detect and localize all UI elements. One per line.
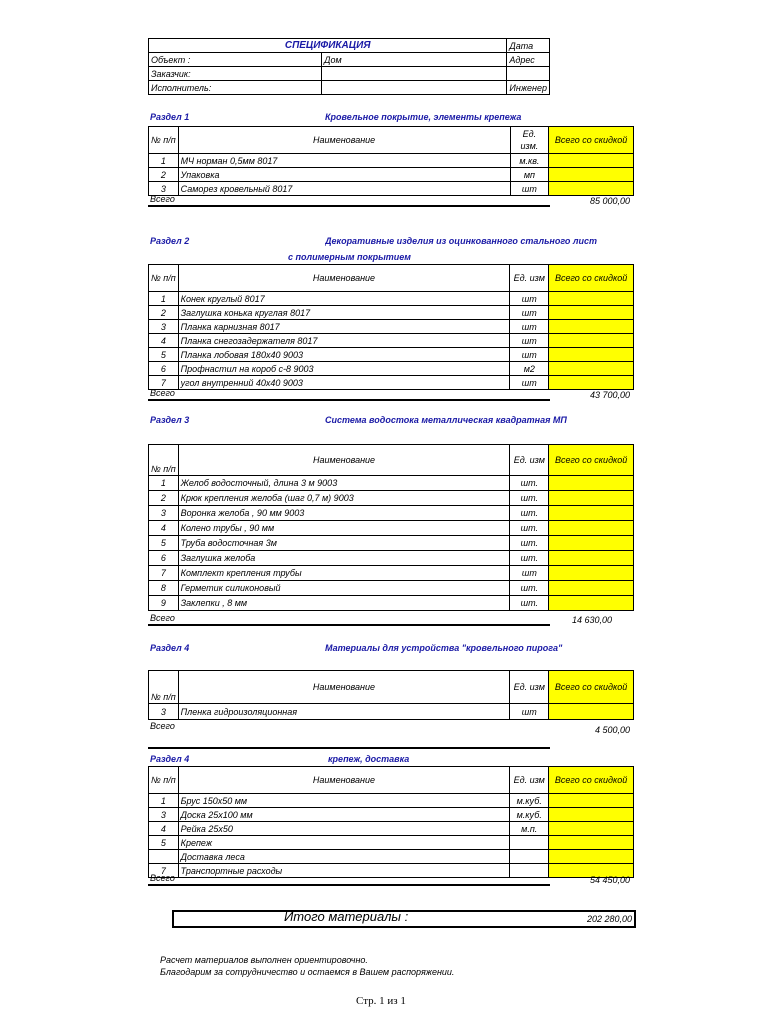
row-name: Упаковка — [178, 168, 510, 182]
row-total — [549, 566, 634, 581]
row-total — [549, 836, 634, 850]
row-unit: шт — [510, 348, 549, 362]
row-num — [149, 850, 179, 864]
section-3-title: Система водостока металлическая квадратная МП — [325, 415, 567, 425]
table-row — [149, 168, 634, 182]
row-unit: мп — [510, 168, 549, 182]
table-row — [149, 362, 634, 376]
table-row — [149, 491, 634, 506]
row-unit: м2 — [510, 362, 549, 376]
col-unit-header: Ед. изм — [510, 671, 549, 704]
row-total — [549, 521, 634, 536]
row-unit: шт. — [510, 491, 549, 506]
col-unit-header: Ед. изм — [510, 445, 549, 476]
col-unit-header: Ед. изм — [510, 767, 549, 794]
customer-label: Заказчик: — [149, 67, 322, 81]
row-unit: м.кв. — [510, 154, 549, 168]
col-name-header: Наименование — [178, 445, 510, 476]
total-label: Всего — [150, 194, 175, 204]
table-row — [149, 292, 634, 306]
table-row — [149, 794, 634, 808]
row-num: 9 — [149, 596, 179, 611]
col-unit-header: Ед. изм. — [510, 127, 549, 154]
row-unit: шт — [510, 320, 549, 334]
row-total — [549, 348, 634, 362]
row-unit — [510, 836, 549, 850]
row-unit: шт — [510, 704, 549, 720]
col-name-header: Наименование — [178, 671, 510, 704]
row-unit: шт — [510, 334, 549, 348]
row-unit — [510, 864, 549, 878]
row-num: 3 — [149, 182, 179, 196]
engineer-label: Инженер — [507, 81, 550, 95]
row-name: Доска 25х100 мм — [178, 808, 510, 822]
table-row — [149, 836, 634, 850]
section-5-title: крепеж, доставка — [328, 754, 410, 764]
row-num: 1 — [149, 292, 179, 306]
row-name: Саморез кровельный 8017 — [178, 182, 510, 196]
row-num: 7 — [149, 864, 179, 878]
row-num: 6 — [149, 362, 179, 376]
total-label: Всего — [150, 613, 175, 623]
row-num: 2 — [149, 168, 179, 182]
row-total — [549, 334, 634, 348]
row-name: Пленка гидроизоляционная — [178, 704, 510, 720]
total-label: Всего — [150, 873, 175, 883]
total-value: 43 700,00 — [589, 390, 630, 400]
row-num: 3 — [149, 704, 179, 720]
row-name: Герметик силиконовый — [178, 581, 510, 596]
grand-total-box — [172, 910, 636, 928]
table-row — [149, 182, 634, 196]
table-row — [149, 476, 634, 491]
section-1-label: Раздел 1 — [150, 112, 190, 122]
col-num-header: № п/п — [149, 265, 179, 292]
table-row — [149, 551, 634, 566]
row-num: 5 — [149, 536, 179, 551]
grand-total-label: Итого материалы : — [284, 909, 409, 924]
row-total — [549, 476, 634, 491]
section-2-table — [148, 264, 634, 390]
row-name: Транспортные расходы — [178, 864, 510, 878]
note-line-2: Благодарим за сотрудничество и остаемся в Вашем распоряжении. — [160, 967, 455, 977]
row-unit: шт — [510, 182, 549, 196]
note-line-1: Расчет материалов выполнен ориентировочно. — [160, 955, 368, 965]
table-row — [149, 581, 634, 596]
row-total — [549, 536, 634, 551]
section-4-title: Материалы для устройства "кровельного пирога" — [325, 643, 563, 653]
object-value: Дом — [322, 53, 507, 67]
row-num: 1 — [149, 794, 179, 808]
row-num: 4 — [149, 521, 179, 536]
row-name: Желоб водосточный, длина 3 м 9003 — [178, 476, 510, 491]
divider — [148, 624, 550, 626]
row-unit: м.куб. — [510, 808, 549, 822]
section-2-title: Декоративные изделия из оцинкованного стального лист — [325, 236, 598, 246]
customer-extra — [507, 67, 550, 81]
row-total — [549, 704, 634, 720]
row-total — [549, 808, 634, 822]
col-name-header: Наименование — [178, 127, 510, 154]
row-name: Рейка 25х50 — [178, 822, 510, 836]
row-total — [549, 154, 634, 168]
table-row — [149, 596, 634, 611]
row-name: Планка лобовая 180х40 9003 — [178, 348, 510, 362]
row-unit: шт. — [510, 596, 549, 611]
row-total — [549, 794, 634, 808]
section-1-title: Кровельное покрытие, элементы крепежа — [325, 112, 522, 122]
table-row — [149, 808, 634, 822]
total-label: Всего — [150, 388, 175, 398]
row-unit: шт. — [510, 476, 549, 491]
row-total — [549, 376, 634, 390]
row-name: Заглушка желоба — [178, 551, 510, 566]
section-1-table — [148, 126, 634, 196]
table-row — [149, 521, 634, 536]
row-unit: шт. — [510, 506, 549, 521]
table-row — [149, 864, 634, 878]
col-num-header: № п/п — [149, 767, 179, 794]
row-name: Комплект крепления трубы — [178, 566, 510, 581]
row-unit: шт. — [510, 581, 549, 596]
total-value: 85 000,00 — [589, 196, 630, 206]
table-row — [149, 320, 634, 334]
row-total — [549, 182, 634, 196]
row-total — [549, 596, 634, 611]
row-total — [549, 551, 634, 566]
row-unit: м.куб. — [510, 794, 549, 808]
row-name: Конек круглый 8017 — [178, 292, 510, 306]
col-total-header: Всего со скидкой — [549, 265, 634, 292]
row-name: Колено трубы , 90 мм — [178, 521, 510, 536]
section-4-table — [148, 670, 634, 720]
row-unit: шт — [510, 292, 549, 306]
row-num: 2 — [149, 491, 179, 506]
col-name-header: Наименование — [178, 767, 510, 794]
row-name: МЧ норман 0,5мм 8017 — [178, 154, 510, 168]
row-num: 1 — [149, 154, 179, 168]
col-num-header: № п/п — [149, 671, 179, 704]
row-name: Профнастил на короб с-8 9003 — [178, 362, 510, 376]
section-3-table — [148, 444, 634, 611]
row-total — [549, 306, 634, 320]
row-num: 4 — [149, 822, 179, 836]
col-num-header: № п/п — [149, 127, 179, 154]
row-name: Крюк крепления желоба (шаг 0,7 м) 9003 — [178, 491, 510, 506]
col-name-header: Наименование — [178, 265, 510, 292]
col-total-header: Всего со скидкой — [549, 671, 634, 704]
row-num: 3 — [149, 320, 179, 334]
row-unit: шт. — [510, 551, 549, 566]
row-unit: шт. — [510, 536, 549, 551]
table-row — [149, 306, 634, 320]
row-unit — [510, 850, 549, 864]
row-unit: шт — [510, 306, 549, 320]
row-name: Брус 150х50 мм — [178, 794, 510, 808]
row-name: угол внутренний 40х40 9003 — [178, 376, 510, 390]
section-5-table — [148, 766, 634, 878]
section-3-label: Раздел 3 — [150, 415, 190, 425]
row-num: 3 — [149, 506, 179, 521]
row-num: 5 — [149, 836, 179, 850]
row-unit: шт — [510, 376, 549, 390]
row-name: Заглушка конька круглая 8017 — [178, 306, 510, 320]
table-row — [149, 536, 634, 551]
section-2-label: Раздел 2 — [150, 236, 190, 246]
date-label: Дата — [507, 39, 550, 53]
row-num: 3 — [149, 808, 179, 822]
row-num: 5 — [149, 348, 179, 362]
col-num-header: № п/п — [149, 445, 179, 476]
table-row — [149, 348, 634, 362]
total-label: Всего — [150, 721, 175, 731]
row-name: Воронка желоба , 90 мм 9003 — [178, 506, 510, 521]
row-total — [549, 506, 634, 521]
header-table — [148, 38, 550, 95]
row-unit: м.п. — [510, 822, 549, 836]
row-num: 7 — [149, 376, 179, 390]
address-label: Адрес — [507, 53, 550, 67]
section-2-subtitle: с полимерным покрытием — [288, 252, 411, 262]
table-row — [149, 376, 634, 390]
total-value: 54 450,00 — [589, 875, 630, 885]
customer-value — [322, 67, 507, 81]
row-total — [549, 822, 634, 836]
section-5-label: Раздел 4 — [150, 754, 190, 764]
table-row — [149, 334, 634, 348]
row-num: 7 — [149, 566, 179, 581]
contractor-value — [322, 81, 507, 95]
row-num: 1 — [149, 476, 179, 491]
row-name: Заклепки , 8 мм — [178, 596, 510, 611]
col-unit-header: Ед. изм — [510, 265, 549, 292]
table-row — [149, 850, 634, 864]
row-num: 8 — [149, 581, 179, 596]
table-row — [149, 822, 634, 836]
total-value: 4 500,00 — [594, 725, 630, 735]
table-row — [149, 566, 634, 581]
row-unit: шт — [510, 566, 549, 581]
doc-title: СПЕЦИФИКАЦИЯ — [149, 39, 507, 53]
section-4-label: Раздел 4 — [150, 643, 190, 653]
row-total — [549, 581, 634, 596]
row-name: Планка карнизная 8017 — [178, 320, 510, 334]
row-total — [549, 850, 634, 864]
row-total — [549, 168, 634, 182]
col-total-header: Всего со скидкой — [549, 767, 634, 794]
col-total-header: Всего со скидкой — [549, 127, 634, 154]
row-unit: шт. — [510, 521, 549, 536]
divider — [148, 205, 550, 207]
divider — [148, 399, 550, 401]
divider — [148, 747, 550, 749]
row-total — [549, 362, 634, 376]
table-row — [149, 506, 634, 521]
row-name: Труба водосточная 3м — [178, 536, 510, 551]
grand-total-value: 202 280,00 — [586, 914, 632, 924]
table-row — [149, 704, 634, 720]
object-label: Объект : — [149, 53, 322, 67]
row-name: Доставка леса — [178, 850, 510, 864]
row-num: 6 — [149, 551, 179, 566]
row-name: Планка снегозадержателя 8017 — [178, 334, 510, 348]
row-total — [549, 292, 634, 306]
divider — [148, 884, 550, 886]
table-row — [149, 154, 634, 168]
row-total — [549, 320, 634, 334]
row-total — [549, 491, 634, 506]
col-total-header: Всего со скидкой — [549, 445, 634, 476]
row-name: Крепеж — [178, 836, 510, 850]
row-num: 4 — [149, 334, 179, 348]
page-number: Стр. 1 из 1 — [356, 995, 406, 1007]
contractor-label: Исполнитель: — [149, 81, 322, 95]
total-value: 14 630,00 — [571, 615, 612, 625]
row-num: 2 — [149, 306, 179, 320]
